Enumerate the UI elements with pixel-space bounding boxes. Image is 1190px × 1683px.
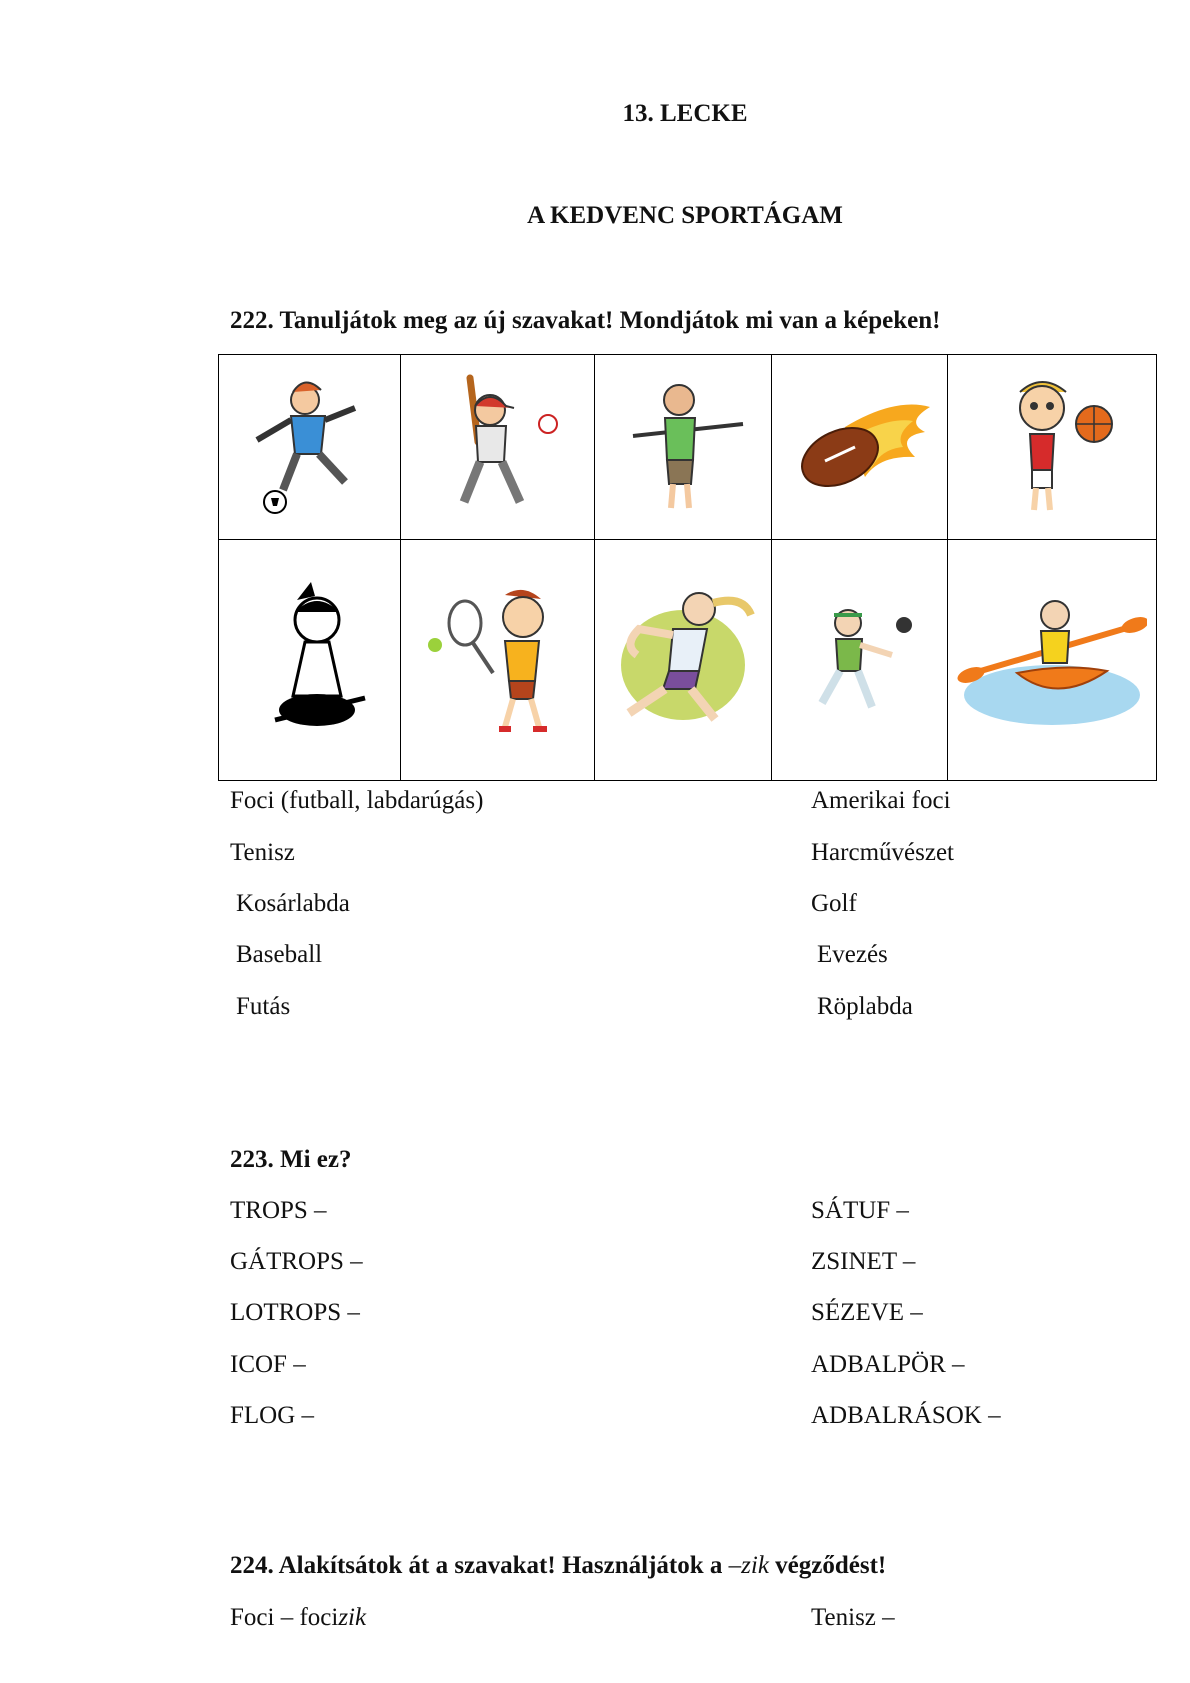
scrambled-word-right: ADBALRÁSOK – — [811, 1402, 1001, 1429]
kayaker-icon — [957, 585, 1147, 735]
scrambled-word-right: ADBALPÖR – — [811, 1351, 965, 1378]
tennis-kid-icon — [423, 575, 573, 745]
exercise-224-heading — [230, 1552, 886, 1580]
scrambled-word-right: SÁTUF – — [811, 1197, 909, 1224]
scrambled-word-right: SÉZEVE – — [811, 1299, 923, 1326]
martial-arts-figure-icon — [245, 570, 375, 750]
golfer-icon — [613, 372, 753, 522]
word-left: Kosárlabda — [236, 890, 350, 917]
picture-cell — [948, 355, 1157, 540]
picture-cell — [595, 540, 772, 781]
picture-cell — [595, 355, 772, 540]
word-right: Tenisz – — [811, 1604, 895, 1631]
word-right: Golf — [811, 890, 857, 917]
volleyball-player-icon — [800, 585, 920, 735]
exercise-222-heading: 222. Tanuljátok meg az új szavakat! Mondjátok mi van a képeken! — [230, 307, 941, 334]
heading-text-start: 224. Alakítsátok át a szavakat! Használjátok a — [230, 1552, 729, 1579]
picture-cell — [219, 540, 401, 781]
word-right: Amerikai foci — [811, 787, 951, 814]
basketball-kid-icon — [982, 372, 1122, 522]
word-right: Röplabda — [817, 993, 913, 1020]
flaming-football-icon — [785, 387, 935, 507]
example-suffix: zik — [338, 1604, 367, 1631]
picture-cell — [772, 540, 948, 781]
word-left: Foci (futball, labdarúgás) — [230, 787, 484, 814]
picture-cell — [772, 355, 948, 540]
example-base: Foci – foci — [230, 1604, 339, 1631]
scrambled-word-left: FLOG – — [230, 1402, 315, 1429]
runner-icon — [603, 585, 763, 735]
word-right: Evezés — [817, 941, 888, 968]
scrambled-word-left: ICOF – — [230, 1351, 306, 1378]
scrambled-word-left: LOTROPS – — [230, 1299, 360, 1326]
topic-title: A KEDVENC SPORTÁGAM — [527, 202, 843, 229]
word-right: Harcművészet — [811, 839, 954, 866]
picture-cell — [948, 540, 1157, 781]
heading-text-end: végződést! — [768, 1552, 887, 1579]
baseball-batter-icon — [418, 372, 578, 522]
picture-cell — [401, 355, 595, 540]
word-left: Tenisz — [230, 839, 295, 866]
scrambled-word-right: ZSINET – — [811, 1248, 916, 1275]
soccer-player-icon — [235, 372, 385, 522]
picture-cell — [219, 355, 401, 540]
heading-suffix: –zik — [728, 1552, 769, 1579]
lesson-title: 13. LECKE — [622, 100, 748, 127]
scrambled-word-left: TROPS – — [230, 1197, 327, 1224]
exercise-223-heading: 223. Mi ez? — [230, 1146, 352, 1173]
word-left: Futás — [236, 993, 291, 1020]
example-word — [230, 1604, 366, 1632]
word-left: Baseball — [236, 941, 323, 968]
picture-cell — [401, 540, 595, 781]
sports-picture-grid — [218, 354, 1157, 781]
scrambled-word-left: GÁTROPS – — [230, 1248, 363, 1275]
